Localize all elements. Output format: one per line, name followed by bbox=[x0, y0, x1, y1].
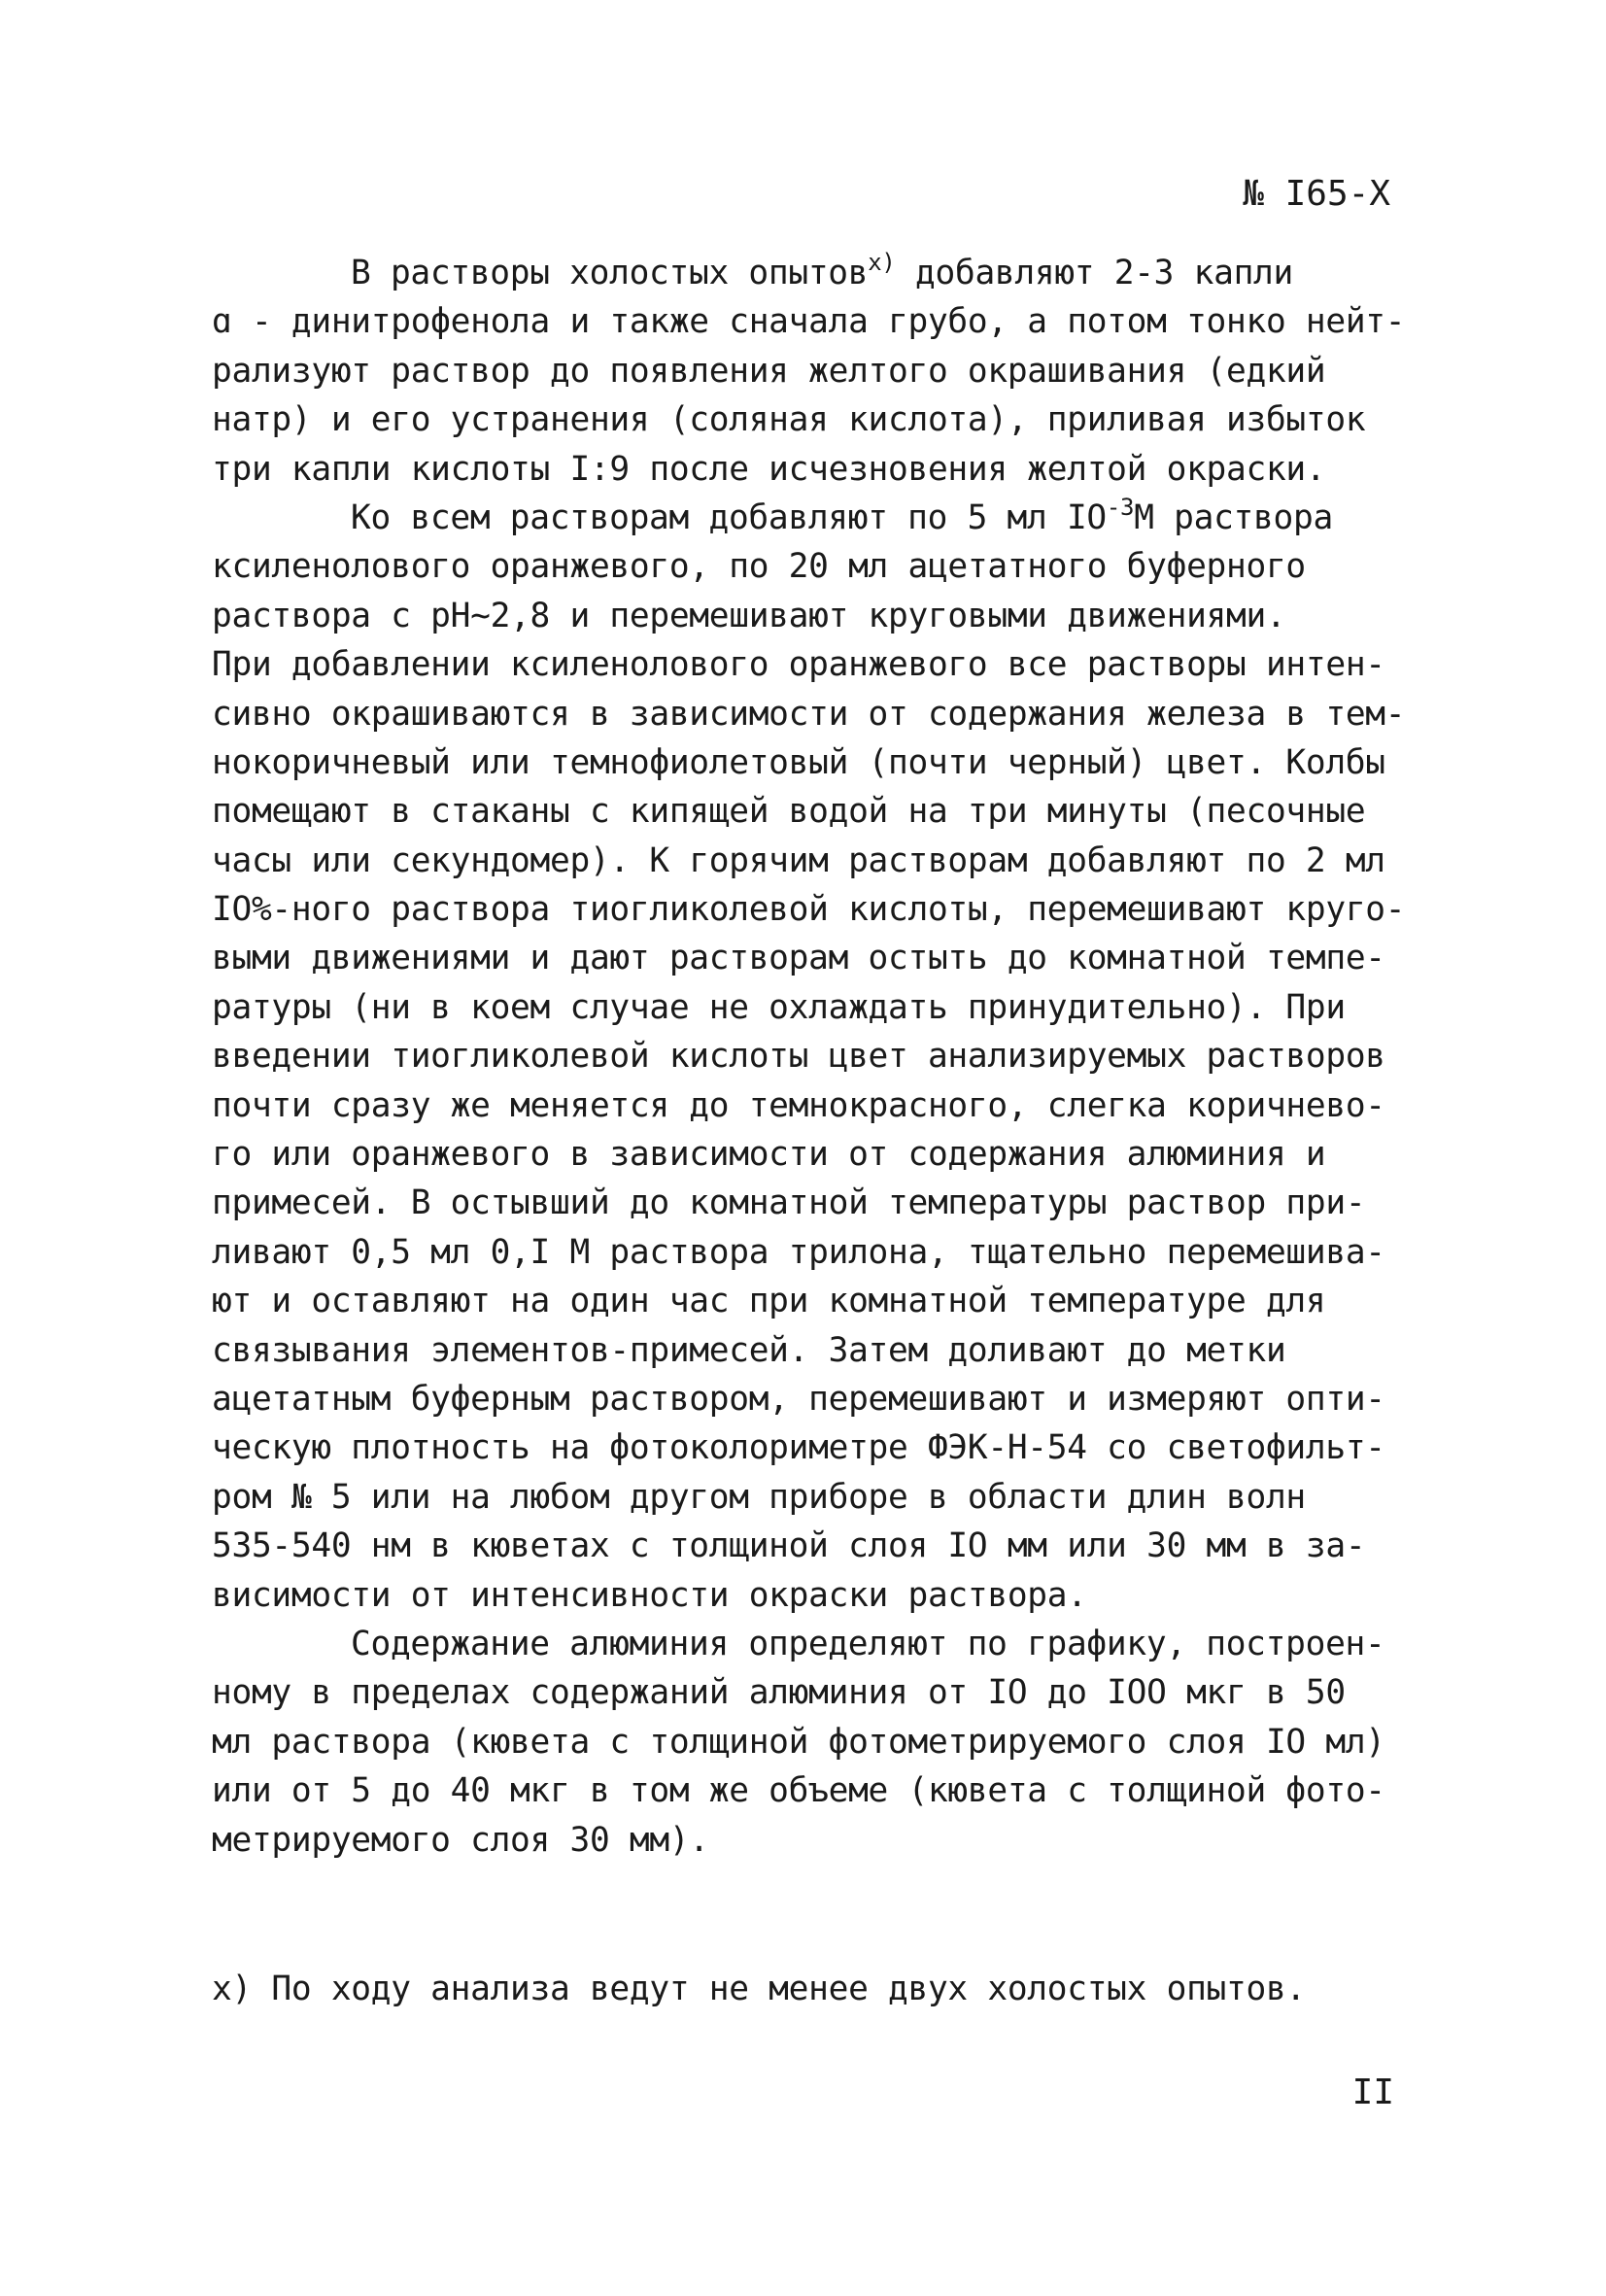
page-number: II bbox=[1351, 2073, 1394, 2112]
text-line: ют и оставляют на один час при комнатной температуре для bbox=[212, 1282, 1326, 1321]
footnote: x) По ходу анализа ведут не менее двух холостых опытов. bbox=[212, 1970, 1306, 2008]
text-line: ному в пределах содержаний алюминия от IO до IOO мкг в 50 bbox=[212, 1673, 1346, 1713]
text-line: метрируемого слоя 30 мм). bbox=[212, 1820, 709, 1860]
text-line: мл раствора (кювета с толщиной фотометрируемого слоя IO мл) bbox=[212, 1722, 1385, 1762]
text-line: натр) и его устранения (соляная кислота), приливая избыток bbox=[212, 400, 1366, 440]
text-line: или от 5 до 40 мкг в том же объеме (кювета с толщиной фото- bbox=[212, 1771, 1385, 1811]
text-line: связывания элементов-примесей. Затем доливают до метки bbox=[212, 1330, 1286, 1370]
text-line: рализуют раствор до появления желтого окрашивания (едкий bbox=[212, 351, 1326, 391]
text-line: го или оранжевого в зависимости от содержания алюминия и bbox=[212, 1135, 1326, 1175]
document-number: № I65-X bbox=[1243, 174, 1390, 214]
text-line: раствора с pH~2,8 и перемешивают круговыми движениями. bbox=[212, 596, 1286, 635]
text-line: выми движениями и дают растворам остыть до комнатной темпе- bbox=[212, 939, 1385, 978]
text-line: ливают 0,5 мл 0,I M раствора трилона, тщательно перемешива- bbox=[212, 1232, 1385, 1272]
text-line: При добавлении ксиленолового оранжевого все растворы интен- bbox=[212, 645, 1385, 685]
text-line: ксиленолового оранжевого, по 20 мл ацетатного буферного bbox=[212, 547, 1306, 587]
text-line: помещают в стаканы с кипящей водой на три минуты (песочные bbox=[212, 792, 1366, 832]
text-line: висимости от интенсивности окраски раствора. bbox=[212, 1575, 1087, 1615]
text-line: Ко всем растворам добавляют по 5 мл $IO^{-3}M$ раствора bbox=[351, 493, 1333, 537]
text-line: ацетатным буферным раствором, перемешивают и измеряют опти- bbox=[212, 1379, 1385, 1419]
text-line: ром № 5 или на любом другом приборе в области длин волн bbox=[212, 1477, 1306, 1517]
text-line: ческую плотность на фотоколориметре ФЭК-Н-54 со светофильт- bbox=[212, 1428, 1385, 1468]
text-line: IO%-ного раствора тиогликолевой кислоты, перемешивают круго- bbox=[212, 890, 1406, 930]
text-line: сивно окрашиваются в зависимости от содержания железа в тем- bbox=[212, 694, 1406, 734]
footnote-marker: x) bbox=[868, 249, 896, 276]
text-line: Содержание алюминия определяют по графику, построен- bbox=[351, 1624, 1385, 1663]
text-line: ратуры (ни в коем случае не охлаждать принудительно). При bbox=[212, 987, 1346, 1027]
exponent: -3 bbox=[1106, 493, 1135, 521]
text-line: три капли кислоты I:9 после исчезновения желтой окраски. bbox=[212, 449, 1326, 489]
text-line: введении тиогликолевой кислоты цвет анализируемых растворов bbox=[212, 1037, 1385, 1077]
text-line: часы или секундомер). К горячим растворам добавляют по 2 мл bbox=[212, 840, 1385, 880]
text-line: примесей. В остывший до комнатной температуры раствор при- bbox=[212, 1183, 1366, 1223]
text-line: ɑ - динитрофенола и также сначала грубо, а потом тонко нейт- bbox=[212, 302, 1406, 342]
text-line: нокоричневый или темнофиолетовый (почти черный) цвет. Колбы bbox=[212, 742, 1385, 782]
text-line: 535-540 нм в кюветах с толщиной слоя IO мм или 30 мм в за- bbox=[212, 1526, 1366, 1566]
text-line: В растворы холостых опытов$^{x)}$ добавляют 2-3 капли bbox=[351, 249, 1293, 292]
body-text bbox=[212, 249, 1413, 1865]
text-line: почти сразу же меняется до темнокрасного, слегка коричнево- bbox=[212, 1085, 1385, 1125]
